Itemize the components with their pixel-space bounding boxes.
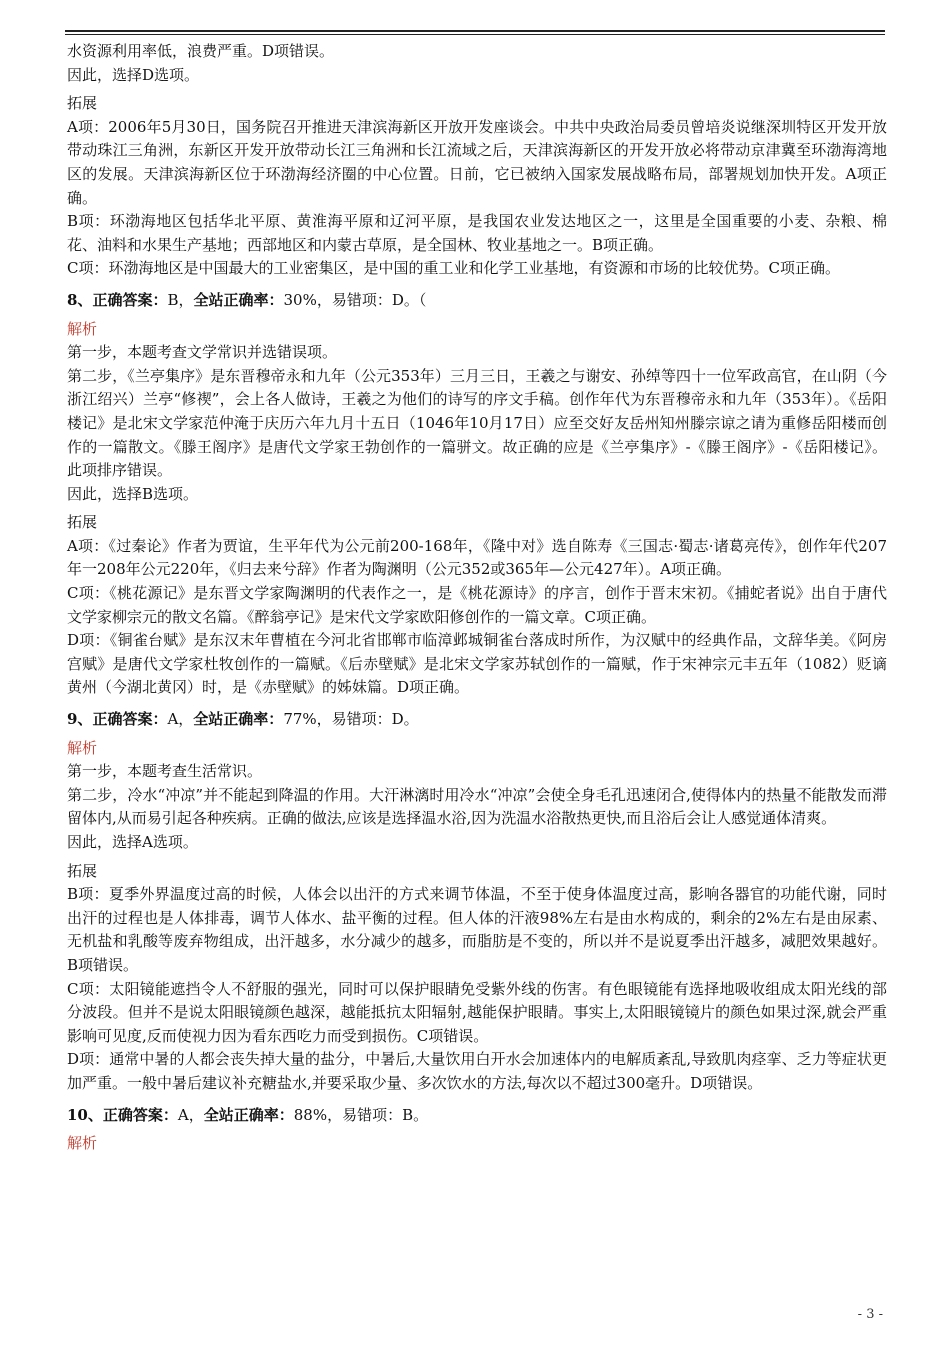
correct-answer-value: B， bbox=[167, 290, 194, 309]
accuracy-label: 全站正确率： bbox=[193, 710, 284, 729]
correct-answer-label: 正确答案： bbox=[92, 290, 168, 309]
correct-answer-label: 正确答案： bbox=[102, 1105, 178, 1124]
paragraph: B项：环渤海地区包括华北平原、黄淮海平原和辽河平原，是我国农业发达地区之一，这里是全国重要的小麦、杂粮、棉花、油料和水果生产基地；西部地区和内蒙古草原，是全国林、牧业基地之一。B项正确。 bbox=[67, 212, 887, 254]
question-number: 10、 bbox=[67, 1105, 103, 1124]
document-body bbox=[67, 40, 887, 1156]
paragraph: A项：2006年5月30日，国务院召开推进天津滨海新区开放开发座谈会。中共中央政治局委员曾培炎说继深圳特区开发开放带动珠江三角洲，东新区开发开放带动长江三角洲和长江流域之后，天津滨海新区的开发开放必将带动京津冀至环渤海湾地区的发展。天津滨海新区位于环渤海经济圈的中心位置。日前，它已被纳入国家发展战略布局，部署规划加快开发。A项正确。 bbox=[67, 117, 887, 207]
paragraph: A项：《过秦论》作者为贾谊，生平年代为公元前200-168年，《隆中对》选自陈寿《三国志·蜀志·诸葛亮传》，创作年代207年一208年公元220年，《归去来兮辞》作者为陶渊明（公元352或365年—公元427年）。A项正确。 bbox=[67, 536, 887, 579]
correct-answer-value: A， bbox=[167, 710, 194, 729]
accuracy-value: 30%，易错项：D。（ bbox=[283, 290, 427, 309]
page-number: - 3 - bbox=[857, 1307, 883, 1322]
correct-answer-label: 正确答案： bbox=[92, 710, 168, 729]
accuracy-label: 全站正确率： bbox=[203, 1105, 294, 1124]
paragraph: D项：通常中暑的人都会丧失掉大量的盐分，中暑后,大量饮用白开水会加速体内的电解质紊乱,导致肌肉痉挛、乏力等症状更加严重。一般中暑后建议补充糖盐水,并要采取少量、多次饮水的方法,每次以不超过300毫升。D项错误。 bbox=[67, 1050, 887, 1092]
paragraph: 因此，选择A选项。 bbox=[67, 833, 198, 851]
paragraph: C项：环渤海地区是中国最大的工业密集区，是中国的重工业和化学工业基地，有资源和市场的比较优势。C项正确。 bbox=[67, 259, 840, 278]
section-heading-extension: 拓展 bbox=[67, 513, 98, 532]
question-number: 9、 bbox=[67, 710, 93, 729]
paragraph: 因此，选择D选项。 bbox=[67, 65, 200, 84]
section-heading-extension: 拓展 bbox=[67, 861, 98, 880]
correct-answer-value: A， bbox=[177, 1105, 204, 1124]
header-rule-thin bbox=[65, 34, 885, 35]
section-heading-extension: 拓展 bbox=[67, 94, 98, 113]
accuracy-label: 全站正确率： bbox=[193, 290, 284, 309]
answer-line bbox=[67, 708, 887, 732]
paragraph: 第一步，本题考查文学常识并选错误项。 bbox=[67, 343, 338, 362]
paragraph: 水资源利用率低，浪费严重。D项错误。 bbox=[67, 42, 335, 60]
paragraph: 第二步，《兰亭集序》是东晋穆帝永和九年（公元353年）三月三日，王羲之与谢安、孙绰等四十一位军政高官，在山阴（今浙江绍兴）兰亭“修禊”，会上各人做诗，王羲之为他们的诗写的序文手稿。创作年代为东晋穆帝永和九年（353年）。《岳阳楼记》是北宋文学家范仲淹于庆历六年九月十五日（1046年10月17日）应至交好友岳州知州滕宗谅之请为重修岳阳楼而创作的一篇散文。《滕王阁序》是唐代文学家王勃创作的一篇骈文。故正确的应是《兰亭集序》-《滕王阁序》-《岳阳楼记》。此项排序错误。 bbox=[67, 366, 887, 480]
paragraph: C项：《桃花源记》是东晋文学家陶渊明的代表作之一，是《桃花源诗》的序言，创作于晋末宋初。《捕蛇者说》出自于唐代文学家柳宗元的散文名篇。《醉翁亭记》是宋代文学家欧阳修创作的一篇文章。C项正确。 bbox=[67, 584, 887, 626]
accuracy-value: 88%，易错项：B。 bbox=[293, 1105, 429, 1124]
answer-line bbox=[67, 1104, 887, 1128]
accuracy-value: 77%，易错项：D。 bbox=[283, 710, 419, 729]
paragraph: 第一步，本题考查生活常识。 bbox=[67, 762, 263, 781]
section-heading-analysis: 解析 bbox=[67, 319, 98, 338]
question-number: 8、 bbox=[67, 290, 93, 309]
paragraph: 因此，选择B选项。 bbox=[67, 484, 199, 503]
paragraph: C项：太阳镜能遮挡令人不舒服的强光，同时可以保护眼睛免受紫外线的伤害。有色眼镜能有选择地吸收组成太阳光线的部分波段。但并不是说太阳眼镜颜色越深，越能抵抗太阳辐射,越能保护眼睛。事实上,太阳眼镜镜片的颜色如果过深,就会严重影响可见度,反而使视力因为看东西吃力而受到损伤。C项错误。 bbox=[67, 979, 887, 1045]
paragraph: B项：夏季外界温度过高的时候，人体会以出汗的方式来调节体温，不至于使身体温度过高，影响各器官的功能代谢，同时出汗的过程也是人体排毒，调节人体水、盐平衡的过程。但人体的汗液98%左右是由水构成的，剩余的2%左右是由尿素、无机盐和乳酸等废弃物组成，出汗越多，水分减少的越多，而脂肪是不变的，所以并不是说夏季出汗越多，减肥效果越好。B项错误。 bbox=[67, 885, 887, 974]
section-heading-analysis: 解析 bbox=[67, 1134, 98, 1153]
section-heading-analysis: 解析 bbox=[67, 738, 98, 757]
paragraph: D项：《铜雀台赋》是东汉末年曹植在今河北省邯郸市临漳邺城铜雀台落成时所作，为汉赋中的经典作品，文辞华美。《阿房宫赋》是唐代文学家杜牧创作的一篇赋。《后赤壁赋》是北宋文学家苏轼创作的一篇赋，作于宋神宗元丰五年（1082）贬谪黄州（今湖北黄冈）时，是《赤壁赋》的姊妹篇。D项正确。 bbox=[67, 631, 887, 697]
header-rule bbox=[65, 30, 885, 32]
paragraph: 第二步，冷水“冲凉”并不能起到降温的作用。大汗淋漓时用冷水“冲凉”会使全身毛孔迅速闭合,使得体内的热量不能散发而滞留体内,从而易引起各种疾病。正确的做法,应该是选择温水浴,因为洗温水浴散热更快,而且浴后会让人感觉通体清爽。 bbox=[67, 785, 887, 828]
answer-line bbox=[67, 289, 887, 313]
